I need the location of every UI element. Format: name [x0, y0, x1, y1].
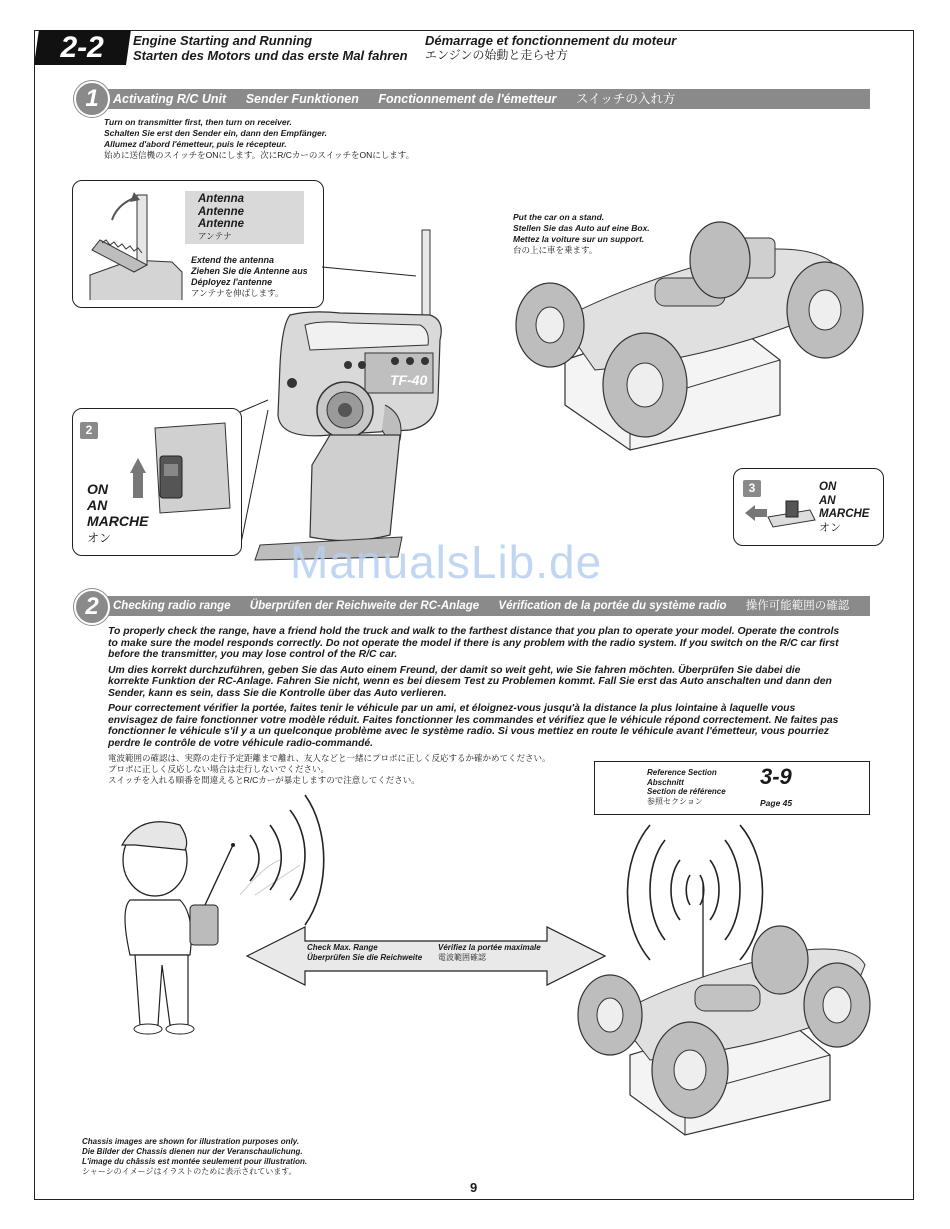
extend-en: Extend the antenna [191, 255, 275, 265]
footnote-en: Chassis images are shown for illustration purposes only. [82, 1137, 300, 1146]
section1-title-jp: スイッチの入れ方 [575, 92, 676, 106]
section1-number: 1 [74, 81, 110, 117]
intro-jp: 始めに送信機のスイッチをONにします。次にR/CカーのスイッチをONにします。 [104, 150, 415, 160]
reference-page[interactable]: Page 45 [760, 798, 793, 808]
section2-title-jp: 操作可能範囲の確認 [745, 600, 850, 612]
paragraph-en: To properly check the range, have a friend hold the truck and walk to the farthest distance that you plan to operate your model. Operate the controls to make sure the model responds correctly. Do not operate the model if there is any problem with the radio system. If you switch on the R/C car first before the transmitter, you may lose control of the R/C car. [108, 626, 840, 660]
extend-de: Ziehen Sie die Antenne aus [191, 266, 308, 276]
section2-title-fr: Vérification de la portée du système radio [498, 600, 727, 612]
transmitter-illustration [250, 225, 450, 565]
step3-labels [819, 481, 869, 535]
chassis-footnote [82, 1137, 307, 1177]
header-title-jp: エンジンの始動と走らせ方 [425, 48, 569, 62]
header-title-fr: Démarrage et fonctionnement du moteur [425, 33, 677, 48]
extend-fr: Déployez l'antenne [191, 277, 273, 287]
arrow-label-de: Überprüfen Sie die Reichweite [307, 952, 423, 962]
paragraph-de: Um dies korrekt durchzuführen, geben Sie das Auto einem Freund, der damit so weit geht, wie Sie fahren möchten. Überprüfen Sie dabei die korrekte Funktion der RC-Anlage. Fahren Sie nicht, wenn es bei diesem Test zu Problemen kommt. Fall Sie erst das Auto anschalten und dann den Sender, kann es sein, dass Sie die Kontrolle über das Auto verlieren. [108, 664, 832, 699]
reference-section-number[interactable]: 3-9 [760, 764, 792, 789]
paragraph-jp-2: プロポに正しく反応しない場合は走行しないでください。 [108, 764, 330, 774]
transmitter-model-text: TF-40 [390, 372, 428, 388]
buggy-receiving-signal-illustration [575, 825, 870, 1140]
section1-title-fr: Fonctionnement de l'émetteur [378, 92, 557, 106]
header-title-de: Starten des Motors und das erste Mal fahren [133, 48, 408, 63]
chapter-tab: 2-2 [34, 30, 131, 65]
step3-on-fr: MARCHE [819, 508, 870, 520]
stand-fr: Mettez la voiture sur un support. [513, 234, 645, 244]
stand-jp: 台の上に車を乗ます。 [513, 245, 598, 255]
intro-en: Turn on transmitter first, then turn on receiver. [104, 117, 292, 127]
header-title-en: Engine Starting and Running [133, 33, 313, 48]
step2-on-de: AN [87, 497, 108, 513]
step2-on-fr: MARCHE [87, 513, 149, 529]
section2-number: 2 [74, 589, 110, 625]
footnote-de: Die Bilder der Chassis dienen nur der Veranschaulichung. [82, 1147, 303, 1156]
arrow-label-jp: 電波範囲確認 [438, 952, 486, 962]
step2-badge: 2 [80, 422, 98, 439]
step3-badge: 3 [743, 480, 761, 497]
reference-label-jp: 参照セクション [647, 796, 703, 806]
paragraph-fr: Pour correctement vérifier la portée, faites tenir le véhicule par un ami, et éloignez-vous jusqu'à la distance la plus lointaine à laquelle vous envisagez de faire fonctionner votre modèle réduit. Faites fonctionner les commandes et vérifiez que le véhicule répond correctement. Ne faites pas fonctionner le véhicule s'il y a un quelconque problème avec le système radio. Si vous mettiez en route le véhicule avant l'émetteur, vous pourriez perdre le contrôle de votre véhicule radio-commandé. [108, 703, 839, 749]
step2-on-en: ON [87, 481, 108, 497]
step3-on-jp: オン [819, 521, 841, 534]
footnote-jp: シャーシのイメージはイラストのために表示されています。 [82, 1167, 297, 1176]
section1-title-en: Activating R/C Unit [113, 92, 227, 106]
section2-title [113, 596, 865, 616]
footnote-fr: L'image du châssis est montée seulement pour illustration. [82, 1157, 308, 1166]
step2-on-jp: オン [87, 531, 112, 545]
reference-label-fr: Section de référence [647, 787, 726, 796]
step2-labels [87, 481, 148, 546]
section2-title-de: Überprüfen der Reichweite der RC-Anlage [249, 600, 480, 612]
antenna-label-fr: Antenne [198, 218, 244, 230]
paragraph-jp-3: スイッチを入れる順番を間違えるとR/Cカーが暴走しますので注意してください。 [108, 775, 420, 785]
stand-en: Put the car on a stand. [513, 212, 605, 222]
antenna-label-de: Antenne [198, 205, 244, 218]
page-number: 9 [470, 1180, 478, 1195]
range-double-arrow [245, 925, 607, 987]
extend-jp: アンテナを伸ばします。 [191, 288, 284, 298]
paragraph-jp-1: 電波範囲の確認は、実際の走行予定距離まで離れ、友人などと一緒にプロポに正しく反応するか確かめてください。 [108, 753, 551, 763]
arrow-label-fr: Vérifiez la portée maximale [438, 943, 541, 952]
stand-de: Stellen Sie das Auto auf eine Box. [513, 223, 650, 233]
antenna-label-jp: アンテナ [198, 230, 232, 241]
reference-label-en: Reference Section [647, 768, 717, 777]
reference-box [594, 761, 870, 815]
step3-on-de: AN [819, 494, 836, 507]
intro-de: Schalten Sie erst den Sender ein, dann den Empfänger. [104, 128, 327, 138]
arrow-label-en: Check Max. Range [307, 943, 378, 952]
step3-on-en: ON [819, 481, 837, 493]
reference-labels [647, 768, 726, 806]
arrow-label-left [307, 943, 422, 962]
reference-label-de: Abschnitt [647, 777, 684, 787]
section1-title-de: Sender Funktionen [245, 92, 359, 106]
watermark: ManualsLib.de [290, 536, 603, 588]
buggy-on-stand-illustration [505, 210, 870, 455]
car-switch-illustration [740, 495, 820, 535]
section2-title-en: Checking radio range [113, 600, 231, 612]
arrow-label-right [438, 943, 541, 962]
antenna-label-en: Antenna [198, 193, 244, 205]
intro-fr: Allumez d'abord l'émetteur, puis le récepteur. [104, 139, 287, 149]
